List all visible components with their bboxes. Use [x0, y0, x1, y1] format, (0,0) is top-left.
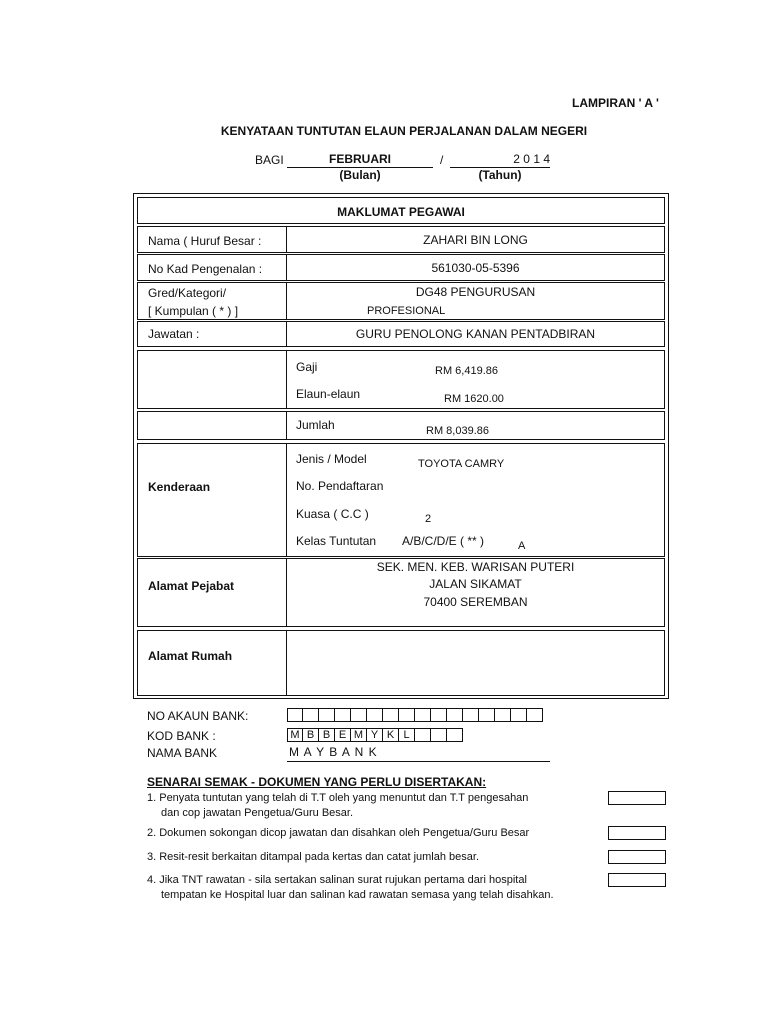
- kuasa-label: Kuasa ( C.C ): [296, 507, 369, 521]
- date-slash: /: [440, 153, 444, 167]
- gred-label-line1: Gred/Kategori/: [148, 286, 227, 300]
- kod-box[interactable]: [415, 728, 431, 742]
- year-value: 2 0 1 4: [513, 152, 550, 166]
- senarai-item2-checkbox[interactable]: [608, 826, 666, 840]
- akaun-box[interactable]: [367, 708, 383, 722]
- nama-bank-label: NAMA BANK: [147, 746, 218, 760]
- pendaftaran-label: No. Pendaftaran: [296, 479, 384, 493]
- nama-bank-value: M A Y B A N K: [289, 745, 378, 759]
- gred-value-line1: DG48 PENGURUSAN: [415, 285, 536, 299]
- kod-box[interactable]: L: [399, 728, 415, 742]
- kod-box[interactable]: Y: [367, 728, 383, 742]
- kp-value: 561030-05-5396: [431, 261, 520, 275]
- kod-box[interactable]: B: [319, 728, 335, 742]
- month-caption: (Bulan): [339, 168, 381, 182]
- gred-value-cell: [286, 282, 665, 320]
- senarai-item1-checkbox[interactable]: [608, 791, 666, 805]
- rumah-value-cell: [286, 630, 665, 696]
- akaun-box[interactable]: [335, 708, 351, 722]
- year-caption: (Tahun): [478, 168, 522, 182]
- lampiran-label: LAMPIRAN ' A ': [572, 96, 659, 110]
- jumlah-label: Jumlah: [296, 418, 335, 432]
- kenderaan-label: Kenderaan: [148, 480, 211, 494]
- elaun-value: RM 1620.00: [444, 393, 504, 405]
- section-header: [137, 197, 665, 224]
- kenderaan-value-cell: [286, 443, 665, 557]
- month-value: FEBRUARI: [329, 152, 391, 166]
- akaun-box[interactable]: [463, 708, 479, 722]
- akaun-box[interactable]: [431, 708, 447, 722]
- akaun-box[interactable]: [303, 708, 319, 722]
- nama-label-cell: [137, 226, 287, 253]
- pejabat-line3: 70400 SEREMBAN: [423, 595, 528, 609]
- akaun-box[interactable]: [479, 708, 495, 722]
- kod-box[interactable]: [447, 728, 463, 742]
- jawatan-value-cell: [286, 321, 665, 347]
- gred-value-line2: PROFESIONAL: [367, 305, 446, 317]
- elaun-label: Elaun-elaun: [296, 387, 361, 401]
- akaun-box[interactable]: [319, 708, 335, 722]
- kod-grid[interactable]: [287, 728, 463, 742]
- senarai-item4-line2: tempatan ke Hospital luar dan salinan kad rawatan semasa yang telah disahkan.: [161, 889, 554, 901]
- kod-label: KOD BANK :: [147, 729, 216, 743]
- senarai-item4-checkbox[interactable]: [608, 873, 666, 887]
- akaun-label: NO AKAUN BANK:: [147, 709, 249, 723]
- akaun-box[interactable]: [447, 708, 463, 722]
- akaun-grid[interactable]: [287, 708, 543, 722]
- gred-label-cell: [137, 282, 287, 320]
- jawatan-value: GURU PENOLONG KANAN PENTADBIRAN: [355, 327, 596, 341]
- gred-label-line2: [ Kumpulan ( * ) ]: [148, 304, 239, 318]
- akaun-box[interactable]: [287, 708, 303, 722]
- section-title: MAKLUMAT PEGAWAI: [337, 205, 465, 219]
- kp-label: No Kad Pengenalan :: [148, 262, 263, 276]
- akaun-box[interactable]: [399, 708, 415, 722]
- jawatan-label-cell: [137, 321, 287, 347]
- kod-box[interactable]: M: [351, 728, 367, 742]
- pejabat-line2: JALAN SIKAMAT: [429, 577, 522, 591]
- senarai-title: SENARAI SEMAK - DOKUMEN YANG PERLU DISERTAKAN:: [147, 775, 487, 789]
- senarai-item4-line1: 4. Jika TNT rawatan - sila sertakan salinan surat rujukan pertama dari hospital: [147, 874, 527, 886]
- senarai-item2: 2. Dokumen sokongan dicop jawatan dan disahkan oleh Pengetua/Guru Besar: [147, 827, 530, 839]
- nama-label: Nama ( Huruf Besar :: [148, 234, 262, 248]
- kod-box[interactable]: K: [383, 728, 399, 742]
- gaji-label: Gaji: [296, 360, 318, 374]
- senarai-item1-line1: 1. Penyata tuntutan yang telah di T.T oleh yang menuntut dan T.T pengesahan: [147, 792, 529, 804]
- jumlah-value-cell: [286, 411, 665, 440]
- rumah-label-cell: [137, 630, 287, 696]
- pejabat-label: Alamat Pejabat: [148, 579, 235, 593]
- akaun-box[interactable]: [511, 708, 527, 722]
- akaun-box[interactable]: [351, 708, 367, 722]
- gaji-value: RM 6,419.86: [435, 365, 498, 377]
- jenis-label: Jenis / Model: [296, 452, 367, 466]
- nama-value: ZAHARI BIN LONG: [423, 233, 528, 247]
- kod-box[interactable]: E: [335, 728, 351, 742]
- pejabat-label-cell: [137, 558, 287, 627]
- jenis-value: TOYOTA CAMRY: [418, 458, 505, 470]
- kod-box[interactable]: [431, 728, 447, 742]
- gaji-value-cell: [286, 350, 665, 409]
- senarai-item1-line2: dan cop jawatan Pengetua/Guru Besar.: [161, 807, 354, 819]
- kod-box[interactable]: M: [287, 728, 303, 742]
- bagi-label: BAGI: [255, 153, 284, 167]
- kuasa-value: 2: [425, 513, 432, 525]
- kelas-options: A/B/C/D/E ( ** ): [402, 534, 485, 548]
- gaji-label-cell: [137, 350, 287, 409]
- senarai-item3: 3. Resit-resit berkaitan ditampal pada kertas dan catat jumlah besar.: [147, 851, 480, 863]
- kelas-label: Kelas Tuntutan: [296, 534, 377, 548]
- kenderaan-label-cell: [137, 443, 287, 557]
- akaun-box[interactable]: [415, 708, 431, 722]
- pejabat-value-cell: [286, 558, 665, 627]
- kod-box[interactable]: B: [303, 728, 319, 742]
- akaun-box[interactable]: [495, 708, 511, 722]
- senarai-item3-checkbox[interactable]: [608, 850, 666, 864]
- jumlah-value: RM 8,039.86: [426, 425, 489, 437]
- jumlah-label-cell: [137, 411, 287, 440]
- document-title: KENYATAAN TUNTUTAN ELAUN PERJALANAN DALAM NEGERI: [220, 124, 588, 138]
- nama-value-cell: [286, 226, 665, 253]
- pejabat-line1: SEK. MEN. KEB. WARISAN PUTERI: [376, 560, 575, 574]
- rumah-label: Alamat Rumah: [148, 649, 233, 663]
- kp-value-cell: [286, 254, 665, 281]
- kp-label-cell: [137, 254, 287, 281]
- jawatan-label: Jawatan :: [148, 327, 200, 341]
- nama-bank-underline: [287, 761, 550, 762]
- akaun-box[interactable]: [383, 708, 399, 722]
- akaun-box[interactable]: [527, 708, 543, 722]
- kelas-value: A: [518, 540, 526, 552]
